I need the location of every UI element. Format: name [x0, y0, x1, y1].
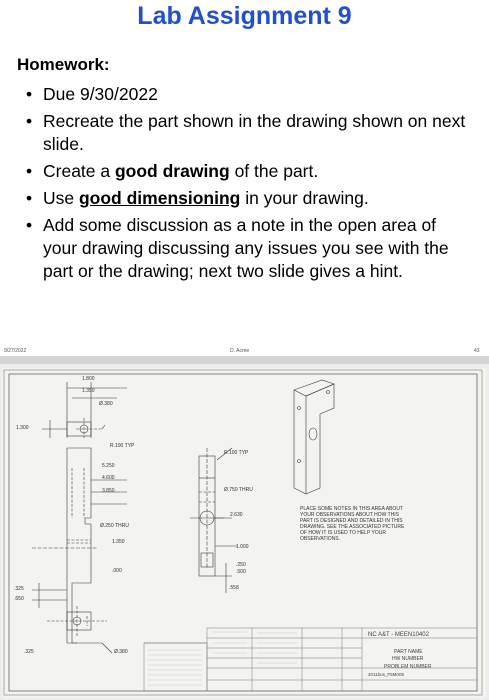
svg-text:YOUR OBSERVATIONS ABOUT HOW TH: YOUR OBSERVATIONS ABOUT HOW THIS: [300, 512, 399, 518]
bullet-good-drawing: • Create a good drawing of the part.: [26, 160, 466, 183]
bullet-due-date: • Due 9/30/2022: [26, 83, 466, 106]
svg-text:PART IS DESIGNED AND DETAILED: PART IS DESIGNED AND DETAILED IN THIS: [300, 518, 403, 524]
svg-text:OBSERVATIONS.: OBSERVATIONS.: [300, 536, 341, 542]
slide-title: Lab Assignment 9: [137, 2, 352, 30]
dim-558: .558: [229, 585, 239, 591]
title-block-company: NC A&T - MEEN10402: [368, 632, 429, 638]
dim-325-bottom: .325: [24, 649, 34, 655]
dim-4600: 4.600: [102, 475, 115, 481]
slide-homework: [0, 0, 489, 347]
title-block-problem-number: PROBLEM NUMBER: [384, 664, 432, 670]
dim-650: .650: [14, 596, 24, 602]
dim-r100-side: R.100 TYP: [224, 450, 249, 456]
dim-325: .325: [14, 586, 24, 592]
dim-5250: 5.250: [102, 463, 115, 469]
dim-1000: 1.000: [236, 544, 249, 550]
bullet-dimensioning: • Use good dimensioning in your drawing.: [26, 187, 466, 210]
title-block-file: 2011bus_F5M005: [368, 672, 404, 677]
dim-dia-380-top: Ø.380: [99, 401, 113, 407]
svg-text:DRAWING. SEE THE ASSOCIATED PI: DRAWING. SEE THE ASSOCIATED PICTURE: [300, 524, 405, 530]
footer-author: D. Acree: [230, 348, 250, 354]
dim-dia-750-thru: Ø.750 THRU: [224, 487, 253, 493]
homework-list: [26, 83, 466, 287]
dim-dia-250-thru: Ø.250 THRU: [100, 523, 129, 529]
homework-heading: Homework:: [17, 55, 110, 74]
dim-1350: 1.350: [82, 388, 95, 394]
drawing-sheet: [2, 368, 486, 698]
engineering-drawing: [2, 368, 486, 698]
dim-2630: 2.630: [230, 512, 243, 518]
dim-250: .250: [236, 562, 246, 568]
footer-date: 9/27/2022: [4, 348, 27, 354]
slide-divider: [0, 356, 489, 364]
title-block-part-name: PART NAME: [394, 649, 423, 655]
underlined-text: good dimensioning: [78, 188, 241, 208]
dim-500: .500: [236, 569, 246, 575]
bold-text: good drawing: [114, 161, 230, 181]
dim-1800: 1.800: [82, 376, 95, 382]
footer-page-number: 43: [474, 348, 480, 354]
drawing-notes: [300, 506, 405, 542]
title-block-hw-number: HW NUMBER: [392, 656, 424, 662]
svg-text:PLACE SOME NOTES IN THIS AREA: PLACE SOME NOTES IN THIS AREA ABOUT: [300, 506, 403, 512]
dim-3850: 3.850: [102, 488, 115, 494]
bullet-discussion: • Add some discussion as a note in the open area of your drawing discussing any issues you see with the part or the drawing; next two slide gives a hint.: [26, 214, 466, 283]
slide-drawing: [0, 364, 489, 700]
svg-text:OF HOW IT IS USED TO HELP YOUR: OF HOW IT IS USED TO HELP YOUR: [300, 530, 386, 536]
dim-000: .000: [112, 568, 122, 574]
dim-1350-front: 1.350: [112, 539, 125, 545]
bullet-recreate: • Recreate the part shown in the drawing shown on next slide.: [26, 110, 466, 156]
dim-r100-front: R.100 TYP: [110, 443, 135, 449]
dim-1300: 1.300: [16, 425, 29, 431]
dim-dia-380-bottom: Ø.380: [114, 649, 128, 655]
